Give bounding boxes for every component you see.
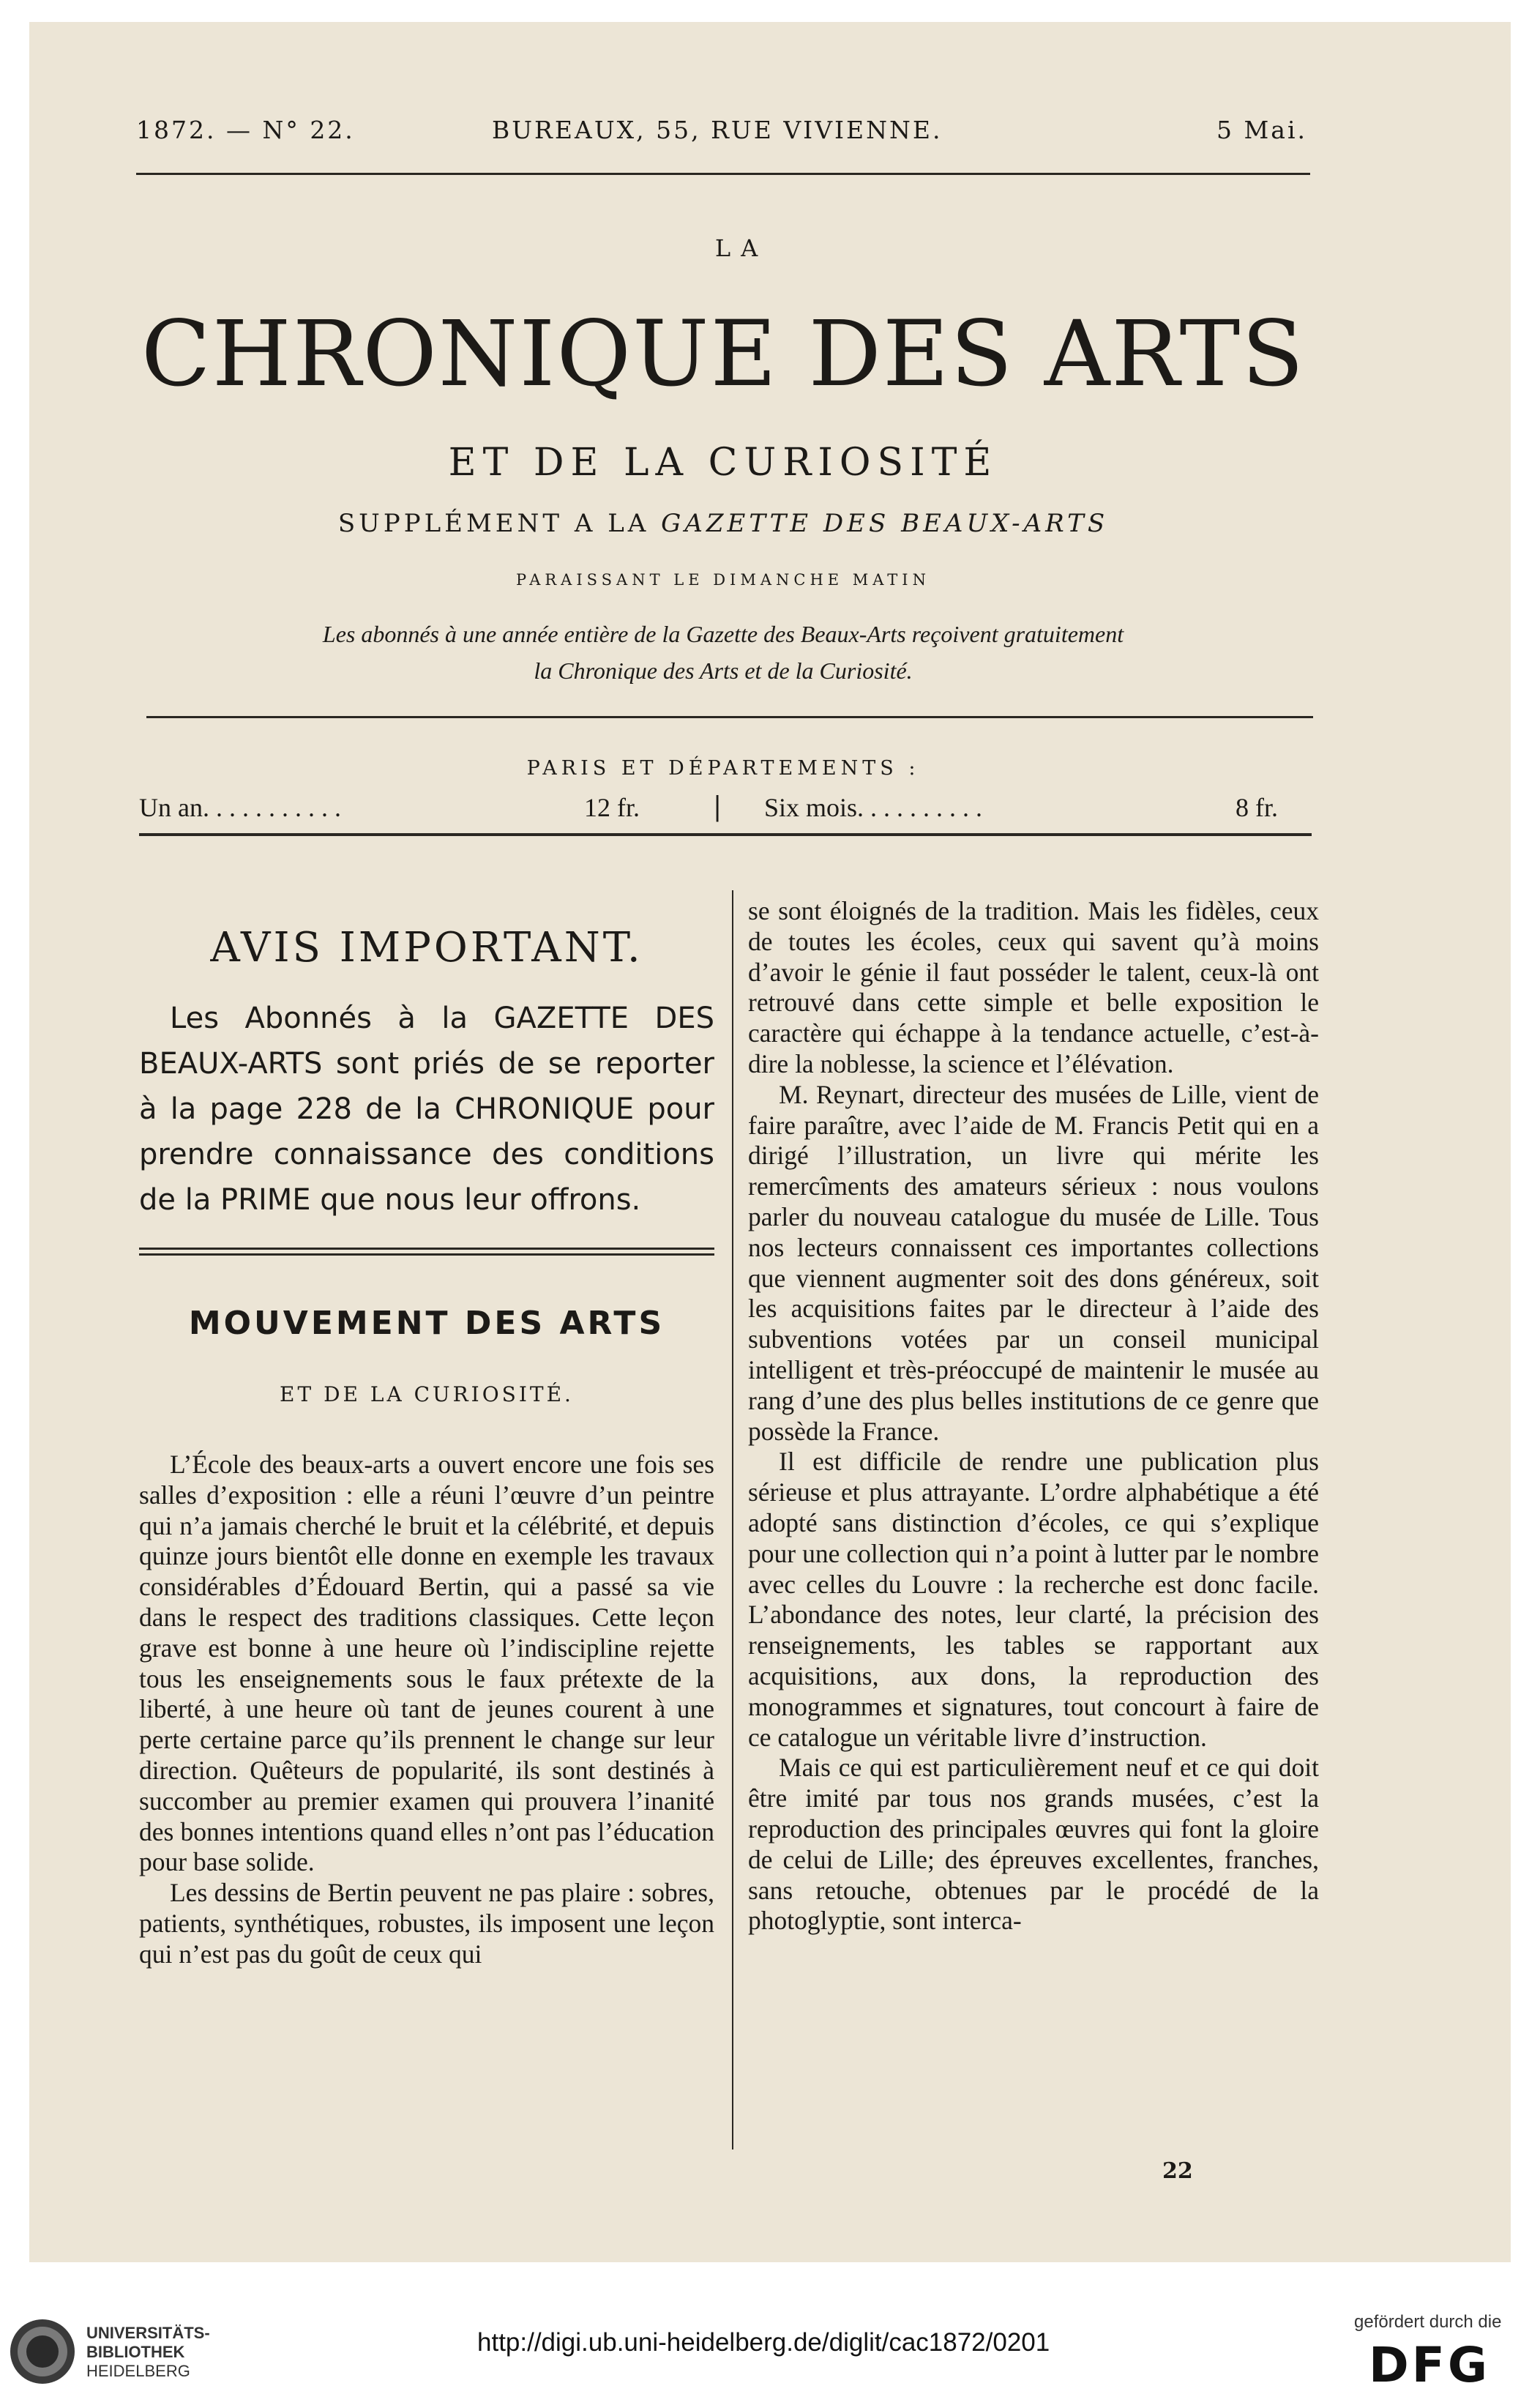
library-line: UNIVERSITÄTS-	[86, 2324, 210, 2342]
masthead-title: CHRONIQUE DES ARTS	[141, 302, 1306, 407]
right-article	[748, 896, 1319, 1936]
newspaper-page	[29, 22, 1511, 2262]
masthead-subtitle: ET DE LA CURIOSITÉ	[448, 441, 998, 485]
article-paragraph: L’École des beaux-arts a ouvert encore une fois ses salles d’exposition : elle a réuni l’œuvre d’un peintre qui n’a jamais cherché le bruit et la célébrité, et depuis quinze jours bientôt elle donne en exemple les travaux considérables d’Édouard Bertin, qui a passé sa vie dans le respect des traditions classiques. Cette leçon grave est bonne à une heure où l’indiscipline rejette tous les enseignements sous le faux prétexte de la liberté, à une heure où tant de jeunes courent à une perte certaine parce qu’ils prennent le change sur leur direction. Quêteurs de popularité, ils sont destinés à succomber au premier examen qui prouvera l’inanité des bonnes intentions quand elles n’ont pas l’éducation pour base solide.	[139, 1450, 714, 1877]
dfg-logo-icon: DFG	[1369, 2337, 1491, 2393]
subscription-rule	[139, 833, 1312, 836]
bureau-address: BUREAUX, 55, RUE VIVIENNE.	[492, 116, 943, 144]
issue-number: 1872. — N° 22.	[136, 116, 355, 144]
article-paragraph: Mais ce qui est particulièrement neuf et ce qui doit être imité par tous nos grands musées, c’est la reproduction des principales œuvres qui font la gloire de celui de Lille; des épreuves excellentes, franches, sans retouche, obtenues par le procédé de la photoglyptie, sont interca-	[748, 1753, 1319, 1936]
article-paragraph: Il est difficile de rendre une publication plus sérieuse et plus attrayante. L’ordre alphabétique a été adopté sans distinction d’écoles, ce qui s’explique pour une collection qui n’a point à lutter par le nombre avec celles du Louvre : la recherche est donc facile. L’abondance des notes, leur clarté, la précision des renseignements, les tables se rapportant aux acquisitions, aux dons, la reproduction des monogrammes et signatures, tout concourt à faire de ce catalogue un véritable livre d’instruction.	[748, 1447, 1319, 1752]
article-paragraph: se sont éloignés de la tradition. Mais les fidèles, ceux de toutes les écoles, ceux qui savent qu’à moins d’avoir le génie il faut posséder le talent, ceux-là ont retrouvé dans cette simple et belle exposition le caractère qui échappe à la tendance actuelle, c’est-à-dire la noblesse, la science et l’élévation.	[748, 896, 1319, 1078]
avis-body: Les Abonnés à la GAZETTE DES BEAUX-ARTS sont priés de se reporter à la page 228 de la CHRONIQUE pour prendre connaissance des conditions de la PRIME que nous leur offrons.	[139, 1002, 714, 1217]
source-url[interactable]: http://digi.ub.uni-heidelberg.de/diglit/cac1872/0201	[477, 2328, 1050, 2357]
library-line: HEIDELBERG	[86, 2362, 190, 2380]
column-divider	[732, 890, 733, 2149]
notice-line-1: Les abonnés à une année entière de la Gazette des Beaux-Arts reçoivent gratuitement	[322, 621, 1124, 647]
frequency-line: PARAISSANT LE DIMANCHE MATIN	[516, 571, 930, 589]
article-paragraph: Les dessins de Bertin peuvent ne pas plaire : sobres, patients, synthétiques, robustes, ils imposent une leçon qui n’est pas du goût de ceux qui	[139, 1878, 714, 1969]
subscription-heading: PARIS ET DÉPARTEMENTS :	[526, 757, 920, 780]
funding-label: gefördert durch die	[1354, 2312, 1502, 2332]
university-seal-icon	[7, 2315, 78, 2388]
issue-date: 5 Mai.	[1216, 116, 1307, 144]
price-half-label: Six mois. . . . . . . . . .	[764, 793, 983, 822]
price-year-label: Un an. . . . . . . . . . .	[139, 793, 341, 822]
page-number: 22	[1162, 2158, 1193, 2184]
masthead-rule	[146, 716, 1313, 718]
price-year-value: 12 fr.	[584, 793, 640, 822]
supplement-line	[136, 509, 1310, 538]
avis-rule-top	[139, 1248, 714, 1250]
supplement-text: SUPPLÉMENT A LA	[337, 509, 650, 538]
article-paragraph: M. Reynart, directeur des musées de Lille, vient de faire paraître, avec l’aide de M. Francis Petit qui en a dirigé l’illustration, un livre qui mérite les remercîments des amateurs sérieux : nous voulons parler du nouveau catalogue du musée de Lille. Tous nos lecteurs connaissent ces importantes collections que viennent augmenter soit des dons généreux, soit les acquisitions faites par le directeur à l’aide des subventions votées par un conseil municipal intelligent et très-préoccupé de maintenir le musée au rang d’une des plus belles institutions de ce genre que possède la France.	[748, 1079, 1319, 1446]
avis-heading: AVIS IMPORTANT.	[210, 924, 643, 972]
supplement-gazette: GAZETTE DES BEAUX-ARTS	[661, 509, 1109, 538]
digitization-footer	[0, 2299, 1540, 2405]
masthead-la: LA	[714, 234, 769, 262]
library-line: BIBLIOTHEK	[86, 2343, 185, 2361]
price-half-value: 8 fr.	[1236, 793, 1278, 822]
left-article	[139, 1450, 714, 1970]
header-rule	[136, 173, 1310, 175]
avis-rule-bottom	[139, 1253, 714, 1256]
mouvement-heading: MOUVEMENT DES ARTS	[188, 1305, 665, 1342]
notice-line-2: la Chronique des Arts et de la Curiosité.	[534, 657, 913, 684]
price-separator: |	[713, 792, 722, 822]
library-name	[86, 2324, 210, 2381]
mouvement-subheading: ET DE LA CURIOSITÉ.	[280, 1382, 574, 1406]
